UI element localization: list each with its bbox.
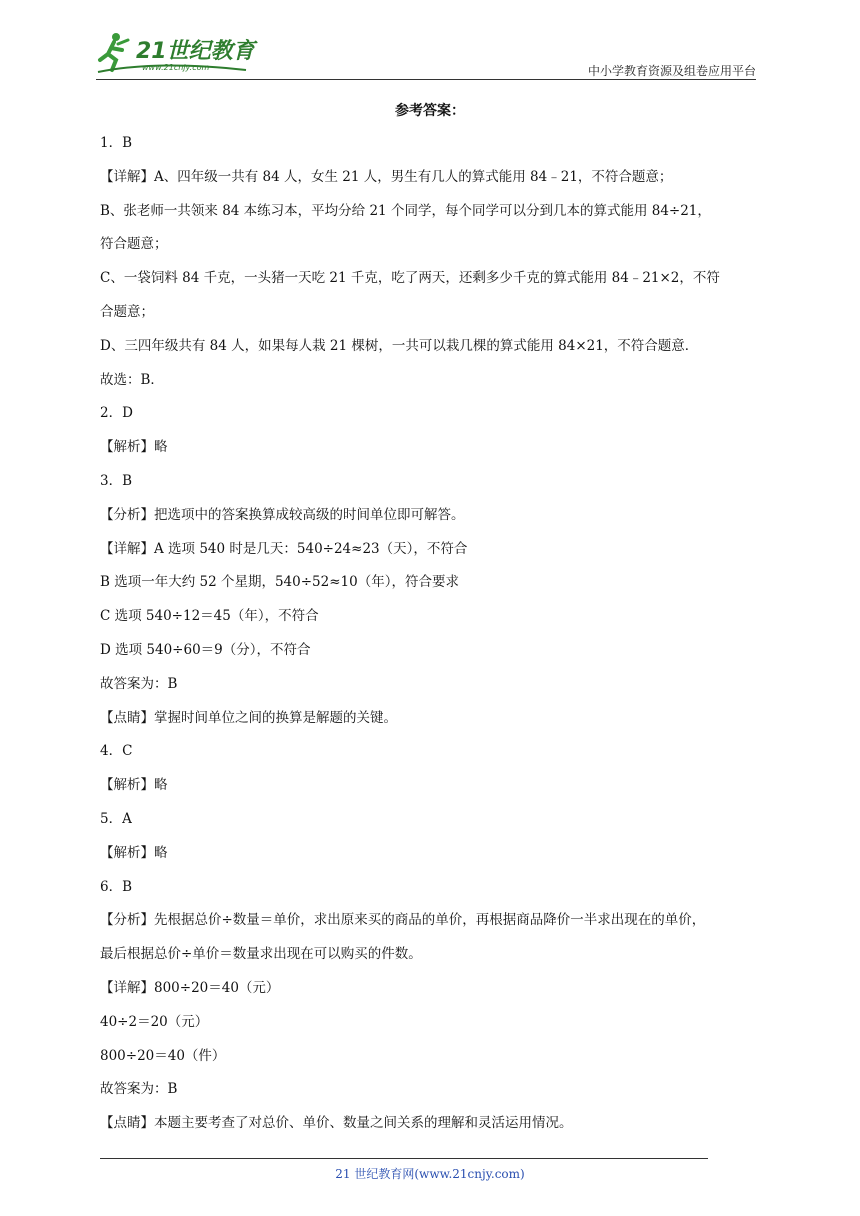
answer-content (100, 127, 760, 1141)
text-line: 6．B (100, 878, 133, 895)
text-line: C、一袋饲料 84 千克，一头猪一天吃 21 千克，吃了两天，还剩多少千克的算式能用 84﹣21×2，不符 (100, 270, 720, 287)
text-line: 【详解】A 选项 540 时是几天：540÷24≈23（天），不符合 (100, 540, 468, 557)
text-line: 【详解】A、四年级一共有 84 人，女生 21 人，男生有几人的算式能用 84﹣21，不符合题意； (100, 168, 673, 185)
page-footer[interactable]: 21 世纪教育网(www.21cnjy.com) (335, 1167, 525, 1181)
text-line: 【解析】略 (100, 844, 168, 861)
footer-divider (100, 1158, 708, 1159)
text-line: C 选项 540÷12＝45（年），不符合 (100, 608, 319, 625)
text-line: 合题意； (100, 303, 154, 320)
text-line: 【解析】略 (100, 777, 168, 794)
text-line: 【点睛】本题主要考查了对总价、单价、数量之间关系的理解和灵活运用情况。 (100, 1115, 573, 1132)
text-line: 3．B (100, 472, 133, 489)
text-line: D 选项 540÷60＝9（分），不符合 (100, 641, 311, 658)
runner-logo-icon (96, 30, 266, 76)
text-line: 故答案为：B (100, 675, 178, 692)
text-line: B、张老师一共领来 84 本练习本，平均分给 21 个同学，每个同学可以分到几本的算式能用 84÷21， (100, 202, 711, 219)
text-line: 故选：B． (100, 371, 164, 388)
text-line: 5．A (100, 810, 132, 827)
text-line: 800÷20＝40（件） (100, 1047, 226, 1064)
header-divider (96, 79, 756, 80)
page-header (0, 0, 860, 84)
page-title: 参考答案： (395, 103, 465, 119)
text-line: 符合题意； (100, 236, 168, 253)
text-line: 1．B (100, 135, 133, 151)
text-line: 4．C (100, 743, 133, 760)
text-line: 【分析】先根据总价÷数量＝单价，求出原来买的商品的单价，再根据商品降价一半求出现在的单价， (100, 912, 706, 929)
logo-url: www.21cnjy.com (142, 63, 210, 72)
text-line: 【详解】800÷20＝40（元） (100, 979, 280, 996)
text-line: 【点睛】掌握时间单位之间的换算是解题的关键。 (100, 709, 397, 726)
text-line: 【分析】把选项中的答案换算成较高级的时间单位即可解答。 (100, 506, 465, 523)
text-line: D、三四年级共有 84 人，如果每人栽 21 棵树，一共可以栽几棵的算式能用 84×21，不符合题意． (100, 337, 699, 354)
text-line: 最后根据总价÷单价＝数量求出现在可以购买的件数。 (100, 946, 422, 963)
platform-name: 中小学教育资源及组卷应用平台 (587, 64, 756, 78)
text-line: 2．D (100, 405, 133, 422)
site-logo (96, 30, 266, 76)
text-line: 40÷2＝20（元） (100, 1013, 209, 1030)
logo-text: 21世纪教育 (136, 39, 255, 64)
text-line: 故答案为：B (100, 1081, 178, 1098)
text-line: 【解析】略 (100, 439, 168, 456)
text-line: B 选项一年大约 52 个星期，540÷52≈10（年），符合要求 (100, 574, 459, 591)
